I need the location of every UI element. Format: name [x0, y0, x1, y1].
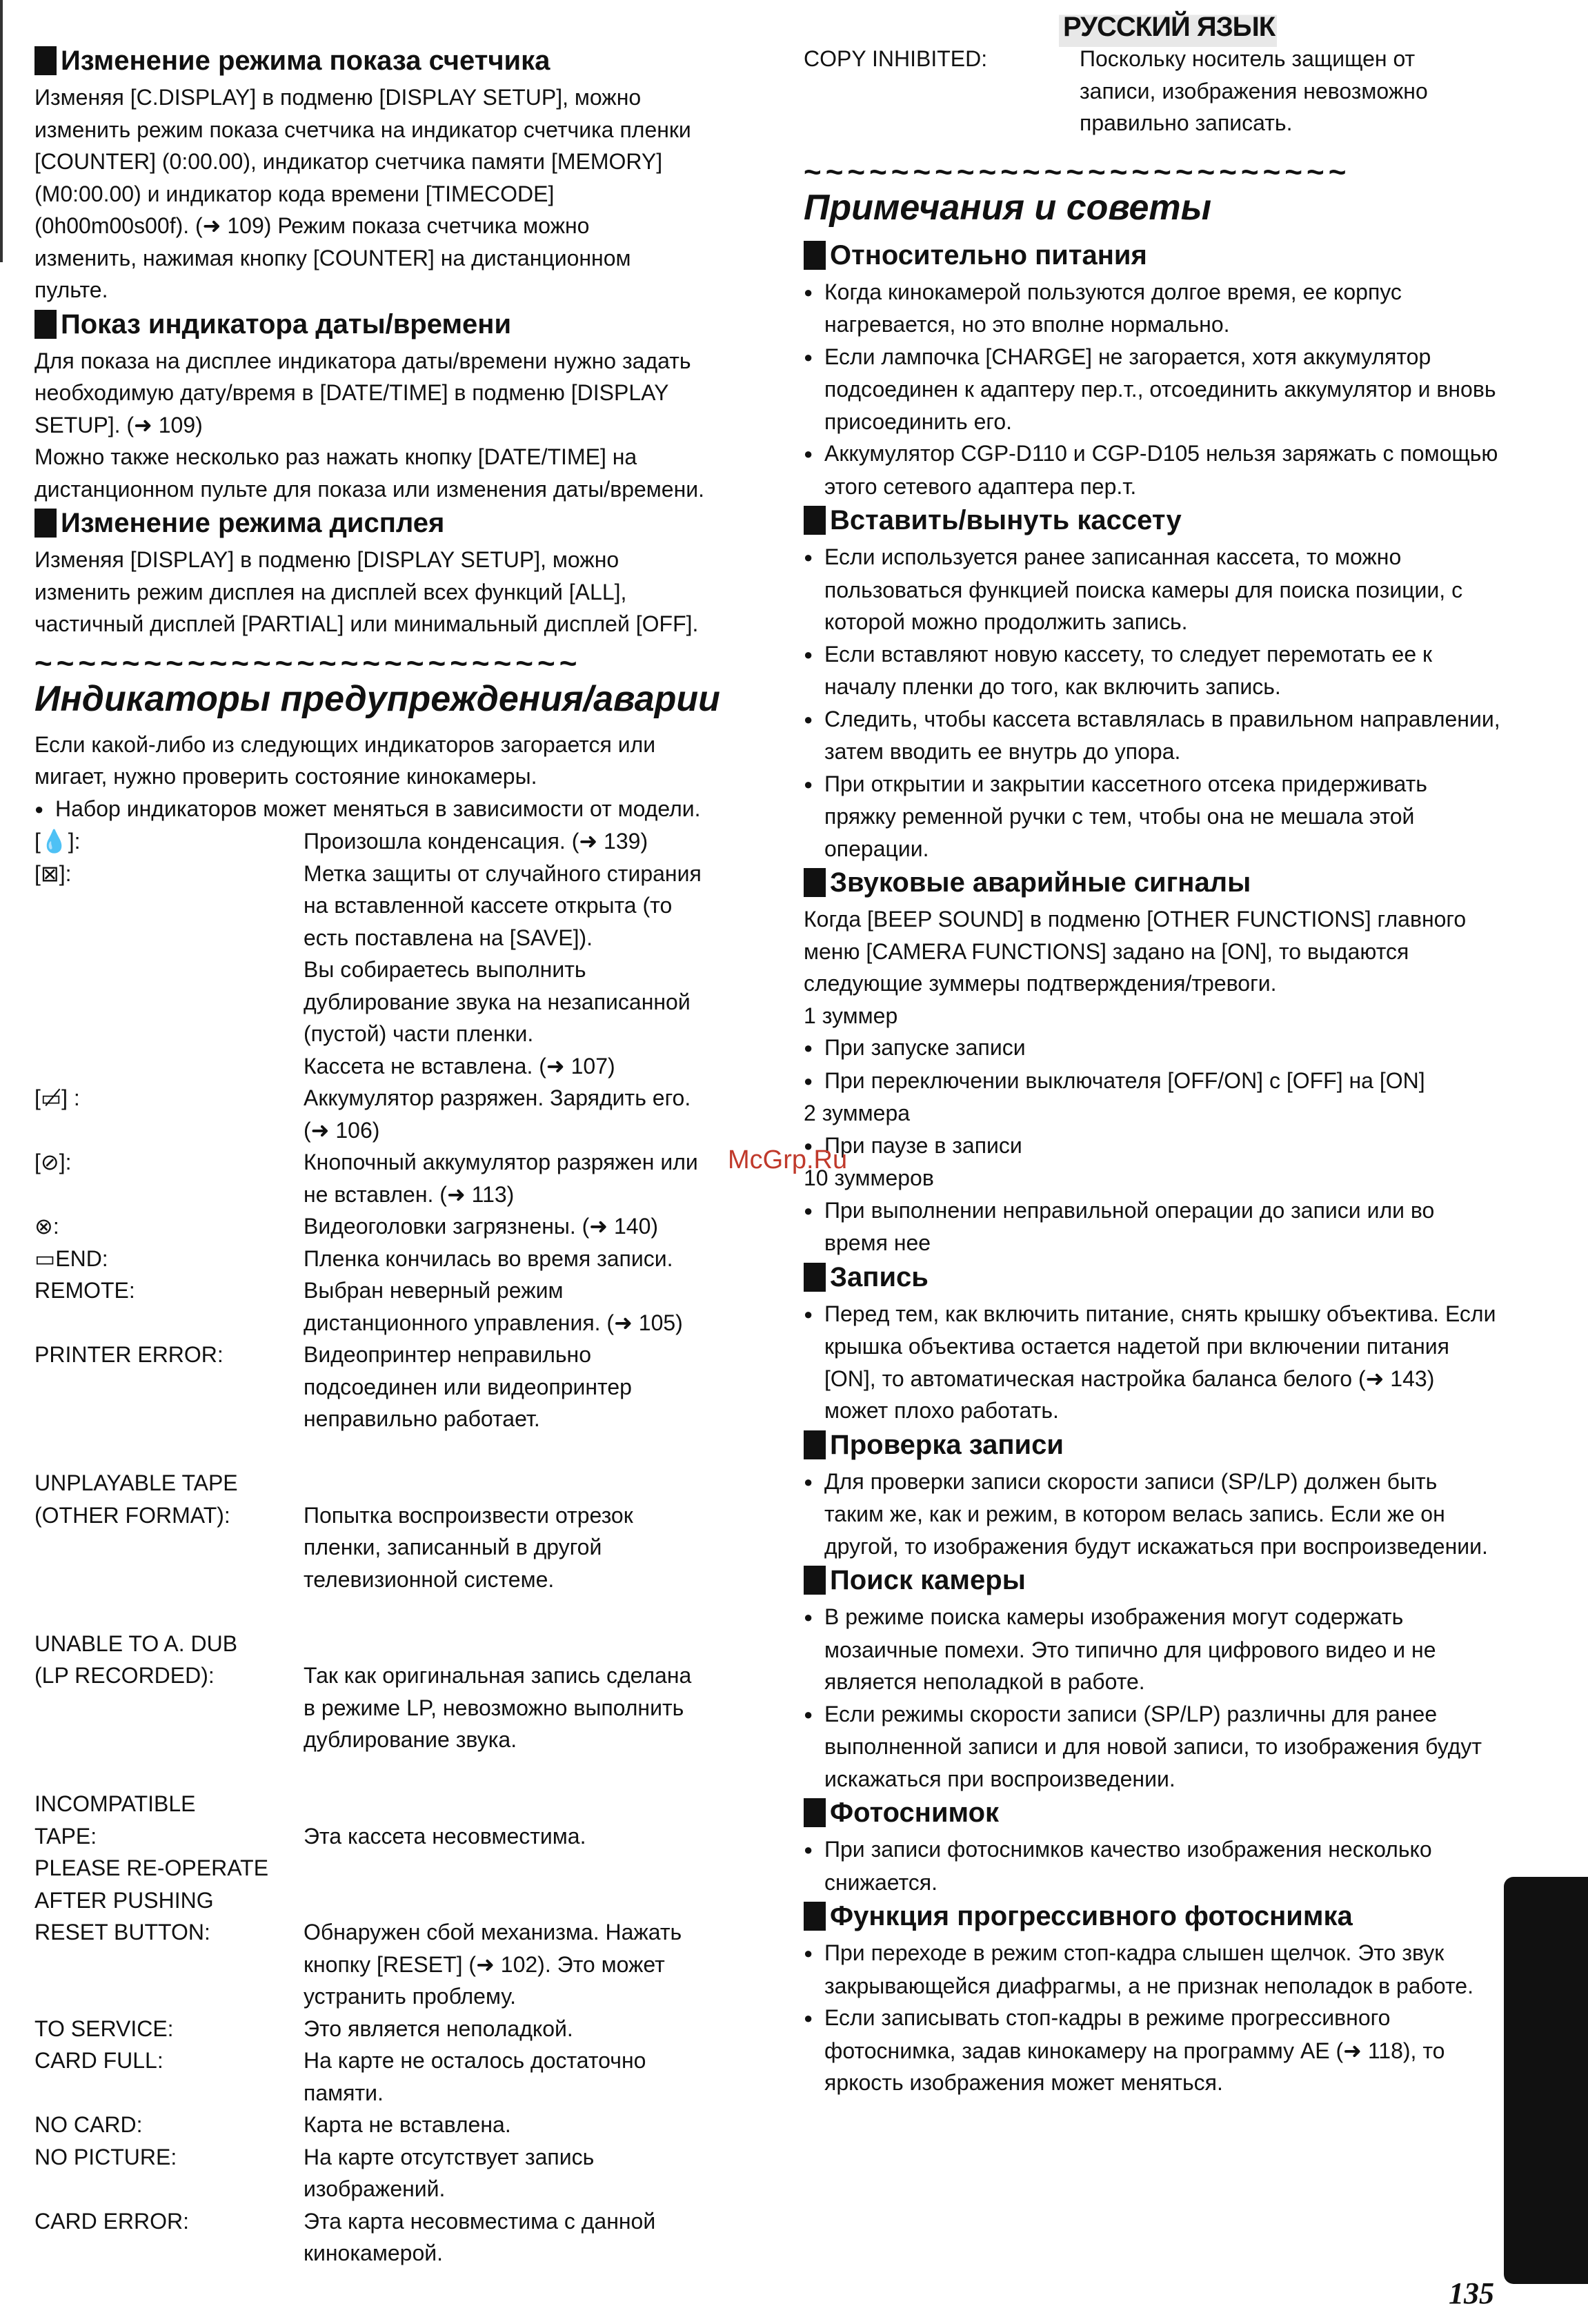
section-body	[34, 81, 731, 306]
indicator-key: [💧]:	[34, 829, 81, 854]
indicator-desc: Кнопочный аккумулятор разряжен или не вставлен. (➜ 113)	[304, 1150, 698, 1207]
text-line: [COUNTER] (0:00.00), индикатор счетчика памяти [MEMORY]	[34, 149, 663, 174]
warnings-title: Индикаторы предупреждения/аварии	[34, 678, 720, 719]
indicator-key: ▭END:	[34, 1245, 108, 1271]
right-column	[804, 43, 1500, 2099]
section-title: Изменение режима показа счетчика	[61, 46, 550, 76]
section-title: Запись	[830, 1261, 929, 1292]
indicator-desc: Аккумулятор разряжен. Зарядить его. (➜ 106)	[304, 1085, 691, 1143]
indicator-key: [⊠]:	[34, 860, 72, 886]
watermark: McGrp.Ru	[728, 1145, 848, 1174]
section-heading	[34, 306, 731, 342]
indicator-desc: Карта не вставлена.	[304, 2112, 511, 2137]
indicator-desc: Это является неполадкой.	[304, 2016, 573, 2041]
text-line: Изменяя [C.DISPLAY] в подменю [DISPLAY SETUP], можно	[34, 85, 642, 110]
indicator-key: CARD FULL:	[34, 2048, 163, 2073]
bullet-item: ● Аккумулятор CGP-D110 и CGP-D105 нельзя заряжать с помощью этого сетевого адаптера пер.т.	[804, 437, 1500, 502]
text-line: Изменяя [DISPLAY] в подменю [DISPLAY SETUP], можно	[34, 547, 619, 572]
square-marker-icon	[804, 1566, 826, 1595]
text-line: Можно также несколько раз нажать кнопку [DATE/TIME] на	[34, 444, 637, 469]
indicator-desc: Видеопринтер неправильно подсоединен или видеопринтер неправильно работает.	[304, 1342, 632, 1431]
section-heading	[804, 502, 1500, 538]
bullet-item: ● В режиме поиска камеры изображения могут содержать мозаичные помехи. Это типично для цифрового видео и не является неполадкой в работе.	[804, 1601, 1500, 1698]
section-title: Изменение режима дисплея	[61, 508, 445, 538]
bullet-item: ● При выполнении неправильной операции до записи или во время нее	[804, 1194, 1500, 1259]
bullet-item: ● Если вставляют новую кассету, то следует перемотать ее к началу пленки до того, как включить запись.	[804, 638, 1500, 703]
language-header: РУССКИЙ ЯЗЫК	[1059, 7, 1277, 47]
indicator-desc: Видеоголовки загрязнены. (➜ 140)	[304, 1214, 659, 1239]
text-line: частичный дисплей [PARTIAL] или минимальный дисплей [OFF].	[34, 611, 699, 636]
indicator-desc: Эта карта несовместима с данной кинокамерой.	[304, 2208, 656, 2265]
section-body	[34, 345, 731, 506]
section-title: Функция прогрессивного фотоснимка	[830, 1901, 1353, 1931]
wave-divider: ~~~~~~~~~~~~~~~~~~~~~~~~~	[804, 158, 1351, 186]
indicator-key: INCOMPATIBLE TAPE: PLEASE RE-OPERATE AFTER PUSHING RESET BUTTON:	[34, 1791, 269, 1944]
square-marker-icon	[804, 1430, 826, 1459]
wave-divider: ~~~~~~~~~~~~~~~~~~~~~~~~~	[34, 649, 582, 678]
text-line: необходимую дату/время в [DATE/TIME] в подменю [DISPLAY	[34, 380, 669, 405]
bullet-item: ● Если используется ранее записанная кассета, то можно пользоваться функцией поиска камеры для поиска позиции, с которой можно продолжить запись.	[804, 541, 1500, 638]
square-marker-icon	[34, 46, 57, 75]
section-title: Вставить/вынуть кассету	[830, 505, 1182, 535]
section-title: Показ индикатора даты/времени	[61, 308, 512, 339]
text-line: SETUP]. (➜ 109)	[34, 412, 203, 437]
section-heading	[804, 865, 1500, 900]
indicator-desc: Так как оригинальная запись сделана в режиме LP, невозможно выполнить дублирование звука.	[304, 1663, 692, 1752]
text-line: (M0:00.00) и индикатор кода времени [TIMECODE]	[34, 181, 555, 206]
section-title: Звуковые аварийные сигналы	[830, 867, 1251, 898]
section-title: Относительно питания	[830, 239, 1147, 270]
thumb-index-tab	[1504, 1877, 1588, 2284]
section-heading	[804, 1259, 1500, 1295]
text-line: мигает, нужно проверить состояние кинокамеры.	[34, 764, 537, 789]
indicator-key: [⊘]:	[34, 1150, 72, 1174]
text-line: 2 зуммера	[804, 1101, 911, 1125]
bullet-item: ● Если режимы скорости записи (SP/LP) различны для ранее выполненной записи и для новой записи, то изображения будут искажаться при воспроизведении.	[804, 1698, 1500, 1795]
indicator-key: NO CARD:	[34, 2112, 143, 2137]
section-title: Фотоснимок	[830, 1798, 1000, 1828]
indicator-desc: На карте не осталось достаточно памяти.	[304, 2048, 646, 2105]
text-line: Если какой-либо из следующих индикаторов загорается или	[34, 731, 656, 757]
indicator-list	[34, 825, 731, 2269]
section-heading	[804, 1562, 1500, 1598]
section-heading	[804, 237, 1500, 273]
indicator-desc: Произошла конденсация. (➜ 139)	[304, 829, 648, 854]
indicator-key: UNPLAYABLE TAPE (OTHER FORMAT):	[34, 1470, 238, 1528]
section-title: Проверка записи	[830, 1429, 1064, 1460]
indicator-key: ⊗:	[34, 1214, 59, 1239]
bullet-item: ● Если лампочка [CHARGE] не загорается, хотя аккумулятор подсоединен к адаптеру пер.т., отсоединить аккумулятор и вновь присоединить его.	[804, 341, 1500, 438]
bullet-item: ● Для проверки записи скорости записи (SP/LP) должен быть таким же, как и режим, в котором велась запись. Если же он другой, то изображения будут искажаться при воспроизведении.	[804, 1466, 1500, 1563]
section-body	[34, 544, 731, 640]
bullet-item: ● При переключении выключателя [OFF/ON] с [OFF] на [ON]	[804, 1065, 1500, 1098]
indicator-key: [▭̸] :	[34, 1085, 80, 1110]
square-marker-icon	[804, 241, 826, 270]
indicator-key: COPY INHIBITED:	[804, 46, 988, 71]
indicator-key: TO SERVICE:	[34, 2016, 174, 2041]
text-line: (0h00m00s00f). (➜ 109) Режим показа счетчика можно	[34, 213, 590, 238]
indicator-key: PRINTER ERROR:	[34, 1342, 224, 1367]
square-marker-icon	[34, 310, 57, 339]
text-line: Для показа на дисплее индикатора даты/времени нужно задать	[34, 348, 691, 373]
section-heading	[804, 1898, 1500, 1934]
bullet-item: ● При переходе в режим стоп-кадра слышен щелчок. Это звук закрывающейся диафрагмы, а не признак неполадок в работе.	[804, 1937, 1500, 2002]
bullet-item: ● Перед тем, как включить питание, снять крышку объектива. Если крышка объектива остается надетой при включении питания [ON], то автоматическая настройка баланса белого (➜ 143) может плохо работать.	[804, 1298, 1500, 1427]
indicator-desc: Эта кассета несовместима. Обнаружен сбой механизма. Нажать кнопку [RESET] (➜ 102). Это может устранить проблему.	[304, 1823, 682, 2009]
bullet-item: ● Когда кинокамерой пользуются долгое время, ее корпус нагревается, но это вполне нормально.	[804, 276, 1500, 341]
left-column	[34, 43, 731, 2269]
square-marker-icon	[804, 1902, 826, 1931]
indicator-desc: Поскольку носитель защищен от записи, изображения невозможно правильно записать.	[1080, 46, 1428, 135]
square-marker-icon	[34, 509, 57, 538]
indicator-desc: На карте отсутствует запись изображений.	[304, 2144, 595, 2201]
bullet-item: ● При открытии и закрытии кассетного отсека придерживать пряжку ременной ручки с тем, чтобы она не мешала этой операции.	[804, 768, 1500, 865]
bullet-item: ● Набор индикаторов может меняться в зависимости от модели.	[34, 793, 731, 826]
indicator-key: NO PICTURE:	[34, 2144, 177, 2169]
bullet-item: ● При паузе в записи	[804, 1130, 1500, 1163]
paragraph: Когда [BEEP SOUND] в подменю [OTHER FUNCTIONS] главного меню [CAMERA FUNCTIONS] задано на [ON], то выдаются следующие зуммеры подтверждения/тревоги.	[804, 907, 1467, 996]
square-marker-icon	[804, 1798, 826, 1827]
section-title: Поиск камеры	[830, 1565, 1026, 1595]
indicator-key: REMOTE:	[34, 1278, 135, 1303]
indicator-desc: Пленка кончилась во время записи.	[304, 1245, 673, 1271]
bullet-item: ● При записи фотоснимков качество изображения несколько снижается.	[804, 1833, 1500, 1898]
text-line: изменить режим дисплея на дисплей всех функций [ALL],	[34, 579, 627, 604]
square-marker-icon	[804, 506, 826, 535]
section-heading	[34, 505, 731, 541]
indicator-key: UNABLE TO A. DUB (LP RECORDED):	[34, 1631, 238, 1688]
tips-title: Примечания и советы	[804, 187, 1212, 228]
bullet-item: ● Следить, чтобы кассета вставлялась в правильном направлении, затем вводить ее внутрь до упора.	[804, 703, 1500, 768]
section-heading	[34, 43, 731, 79]
copy-inhibited-row	[804, 43, 1500, 139]
text-line: изменить режим показа счетчика на индикатор счетчика пленки	[34, 117, 691, 142]
margin-rule	[0, 0, 3, 262]
indicator-desc: Метка защиты от случайного стирания на вставленной кассете открыта (то есть поставлена на [SAVE]). Вы собираетесь выполнить дублирование звука на незаписанной (пустой) части пленки. Кассета не вставлена. (➜ 107)	[304, 860, 702, 1079]
page-number: 135	[1449, 2276, 1494, 2310]
text-line: изменить, нажимая кнопку [COUNTER] на дистанционном	[34, 245, 631, 270]
text-line: пульте.	[34, 277, 108, 302]
section-heading	[804, 1795, 1500, 1831]
square-marker-icon	[804, 868, 826, 897]
indicator-desc: Выбран неверный режим дистанционного управления. (➜ 105)	[304, 1278, 683, 1335]
text-line: 10 зуммеров	[804, 1165, 934, 1190]
section-heading	[804, 1427, 1500, 1463]
text-line: дистанционном пульте для показа или изменения даты/времени.	[34, 476, 705, 502]
indicator-desc: Попытка воспроизвести отрезок пленки, записанный в другой телевизионной системе.	[304, 1502, 633, 1592]
square-marker-icon	[804, 1263, 826, 1292]
text-line: 1 зуммер	[804, 1003, 898, 1028]
bullet-item: ● При запуске записи	[804, 1032, 1500, 1065]
indicator-key: CARD ERROR:	[34, 2208, 190, 2234]
bullet-item: ● Если записывать стоп-кадры в режиме прогрессивного фотоснимка, задав кинокамеру на программу AE (➜ 118), то яркость изображения может меняться.	[804, 2002, 1500, 2099]
